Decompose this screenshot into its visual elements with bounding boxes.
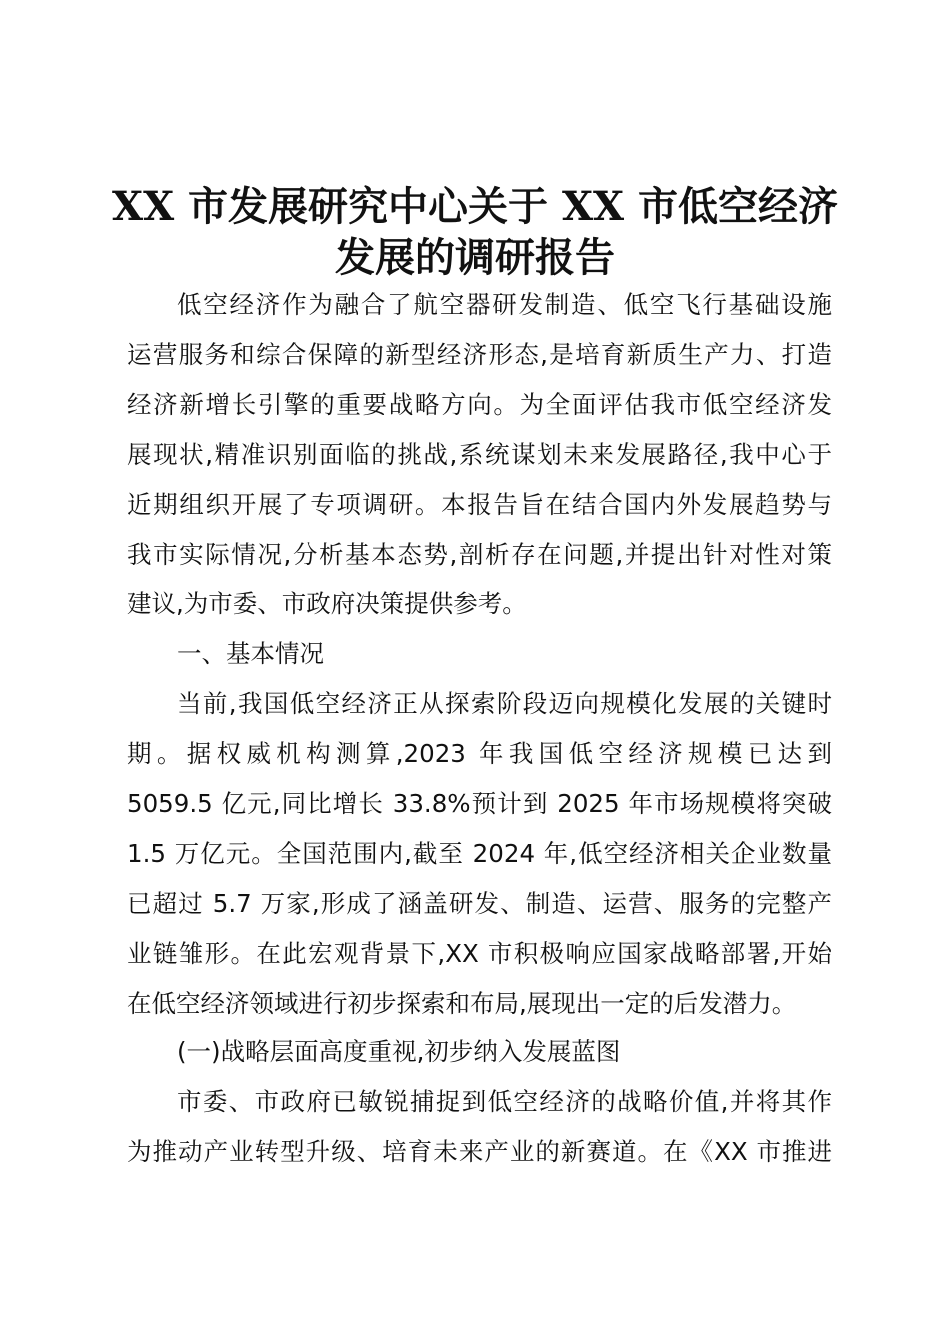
text-line: 业链雏形。在此宏观背景下,XX 市积极响应国家战略部署,开始 [127,939,832,968]
text-line: 展现状,精准识别面临的挑战,系统谋划未来发展路径,我中心于 [127,440,832,469]
text-line: 我市实际情况,分析基本态势,剖析存在问题,并提出针对性对策 [127,540,832,569]
text-line: 当前,我国低空经济正从探索阶段迈向规模化发展的关键时 [177,689,832,718]
text-line: 低空经济作为融合了航空器研发制造、低空飞行基础设施 [177,290,832,319]
section-heading: 一、基本情况 [177,639,324,668]
text-line: 为推动产业转型升级、培育未来产业的新赛道。在《XX 市推进 [127,1137,832,1166]
title-line: 发展的调研报告 [335,234,615,281]
text-line: 建议,为市委、市政府决策提供参考。 [127,589,527,618]
text-line: 经济新增长引擎的重要战略方向。为全面评估我市低空经济发 [127,390,832,419]
text-line: 5059.5 亿元,同比增长 33.8%预计到 2025 年市场规模将突破 [127,789,832,818]
text-line: 市委、市政府已敏锐捕捉到低空经济的战略价值,并将其作 [177,1087,832,1116]
text-line: 运营服务和综合保障的新型经济形态,是培育新质生产力、打造 [127,340,832,369]
text-line: 1.5 万亿元。全国范围内,截至 2024 年,低空经济相关企业数量 [127,839,832,868]
text-line: 期。据权威机构测算,2023 年我国低空经济规模已达到 [127,739,832,768]
text-line: 近期组织开展了专项调研。本报告旨在结合国内外发展趋势与 [127,490,832,519]
text-line: 在低空经济领域进行初步探索和布局,展现出一定的后发潜力。 [127,989,797,1018]
text-line: 已超过 5.7 万家,形成了涵盖研发、制造、运营、服务的完整产 [127,889,832,918]
title-line: XX 市发展研究中心关于 XX 市低空经济 [112,183,838,230]
subsection-heading: (一)战略层面高度重视,初步纳入发展蓝图 [177,1037,621,1066]
